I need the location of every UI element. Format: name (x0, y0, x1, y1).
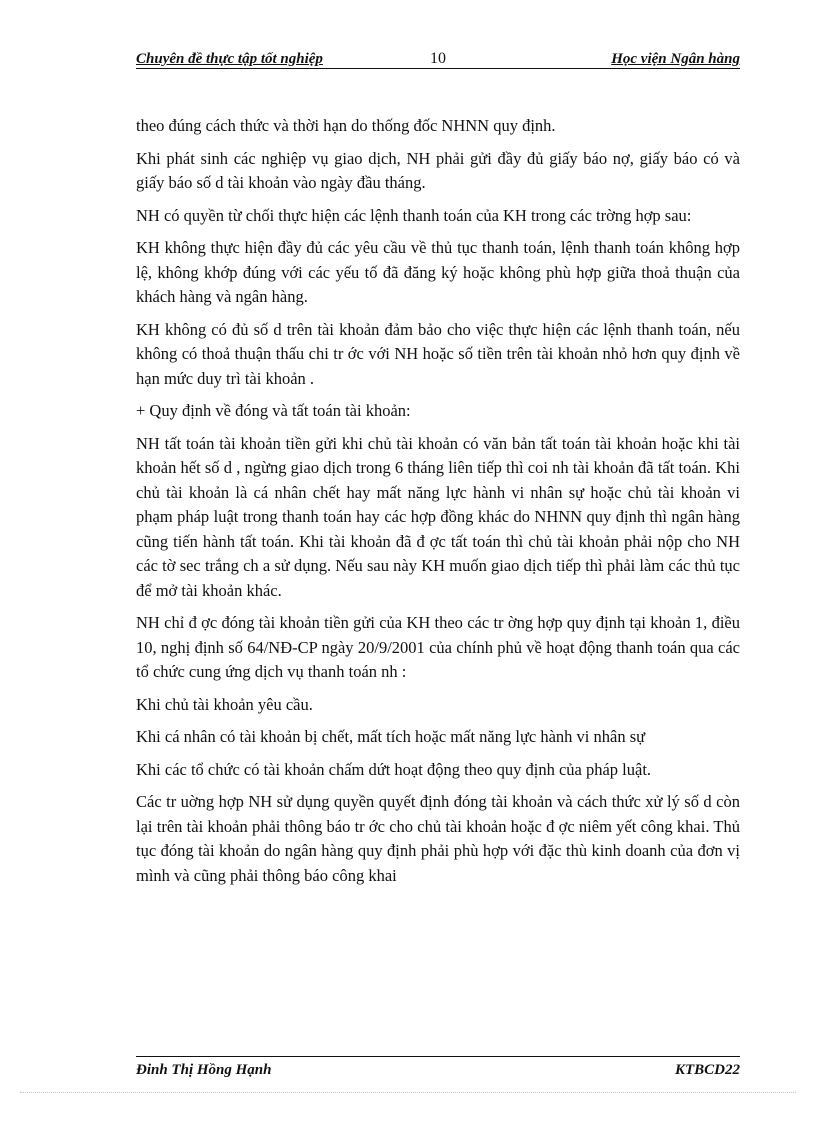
header-right-title: Học viện Ngân hàng (611, 51, 740, 67)
paragraph: Khi chủ tài khoản yêu cầu. (136, 694, 313, 714)
paragraph: NH chỉ đ ợc đóng tài khoản tiền gửi của KH theo các tr ờng hợp quy định tại khoản 1, điều 10, nghị định số 64/NĐ-CP ngày 20/9/2001 của chính phủ về hoạt động thanh toán qua các tổ chức cung ứng dịch vụ thanh toán nh : (136, 613, 740, 681)
footer-author: Đinh Thị Hồng Hạnh (136, 1062, 272, 1078)
page-footer (136, 1056, 740, 1077)
paragraph: NH có quyền từ chối thực hiện các lệnh thanh toán của KH trong các trờng hợp sau: (136, 205, 692, 225)
paragraph: Khi phát sinh các nghiệp vụ giao dịch, NH phải gửi đầy đủ giấy báo nợ, giấy báo có và giấy báo số d tài khoản vào ngày đầu tháng. (136, 148, 740, 192)
paragraph: Khi các tổ chức có tài khoản chấm dứt hoạt động theo quy định của pháp luật. (136, 759, 652, 779)
page-number: 10 (430, 50, 446, 67)
footer-class-code: KTBCD22 (674, 1062, 740, 1078)
paragraph: Khi cá nhân có tài khoản bị chết, mất tích hoặc mất năng lực hành vi nhân sự (136, 727, 646, 746)
paragraph: theo đúng cách thức và thời hạn do thống đốc NHNN quy định. (136, 116, 556, 135)
header-left-title: Chuyên đề thực tập tốt nghiệp (136, 51, 323, 67)
page-bottom-dotted-divider (20, 1092, 796, 1093)
paragraph: NH tất toán tài khoản tiền gửi khi chủ tài khoản có văn bản tất toán tài khoản hoặc khi tài khoản hết số d , ngừng giao dịch trong 6 tháng liên tiếp thì coi nh tài khoản đã tất toán. Khi chủ tài khoản là cá nhân chết hay mất năng lực hành vi nhân sự hoặc chủ tài khoản vi phạm pháp luật trong thanh toán hay các hợp đồng khác do NHNN quy định thì ngân hàng cũng tiến hành tất toán. Khi tài khoản đã đ ợc tất toán thì chủ tài khoản phải nộp cho NH các tờ sec trắng ch a sử dụng. Nếu sau này KH muốn giao dịch tiếp thì phải làm các thủ tục để mở tài khoản khác. (136, 433, 740, 600)
paragraph: + Quy định về đóng và tất toán tài khoản: (136, 401, 411, 420)
document-body (136, 114, 740, 896)
paragraph: KH không thực hiện đầy đủ các yêu cầu về thủ tục thanh toán, lệnh thanh toán không hợp lệ, không khớp đúng với các yếu tố đã đăng ký hoặc không phù hợp giữa thoả thuận của khách hàng và ngân hàng. (136, 238, 740, 306)
paragraph: Các tr uờng hợp NH sử dụng quyền quyết định đóng tài khoản và cách thức xử lý số d còn lại trên tài khoản phải thông báo tr ớc cho chủ tài khoản hoặc đ ợc niêm yết công khai. Thủ tục đóng tài khoản do ngân hàng quy định phải phù hợp với đặc thù kinh doanh của đơn vị mình và cũng phải thông báo công khai (136, 792, 740, 885)
paragraph: KH không có đủ số d trên tài khoản đảm bảo cho việc thực hiện các lệnh thanh toán, nếu không có thoả thuận thấu chi tr ớc với NH hoặc số tiền trên tài khoản nhỏ hơn quy định về hạn mức duy trì tài khoản . (136, 319, 740, 388)
page-header (136, 46, 740, 69)
